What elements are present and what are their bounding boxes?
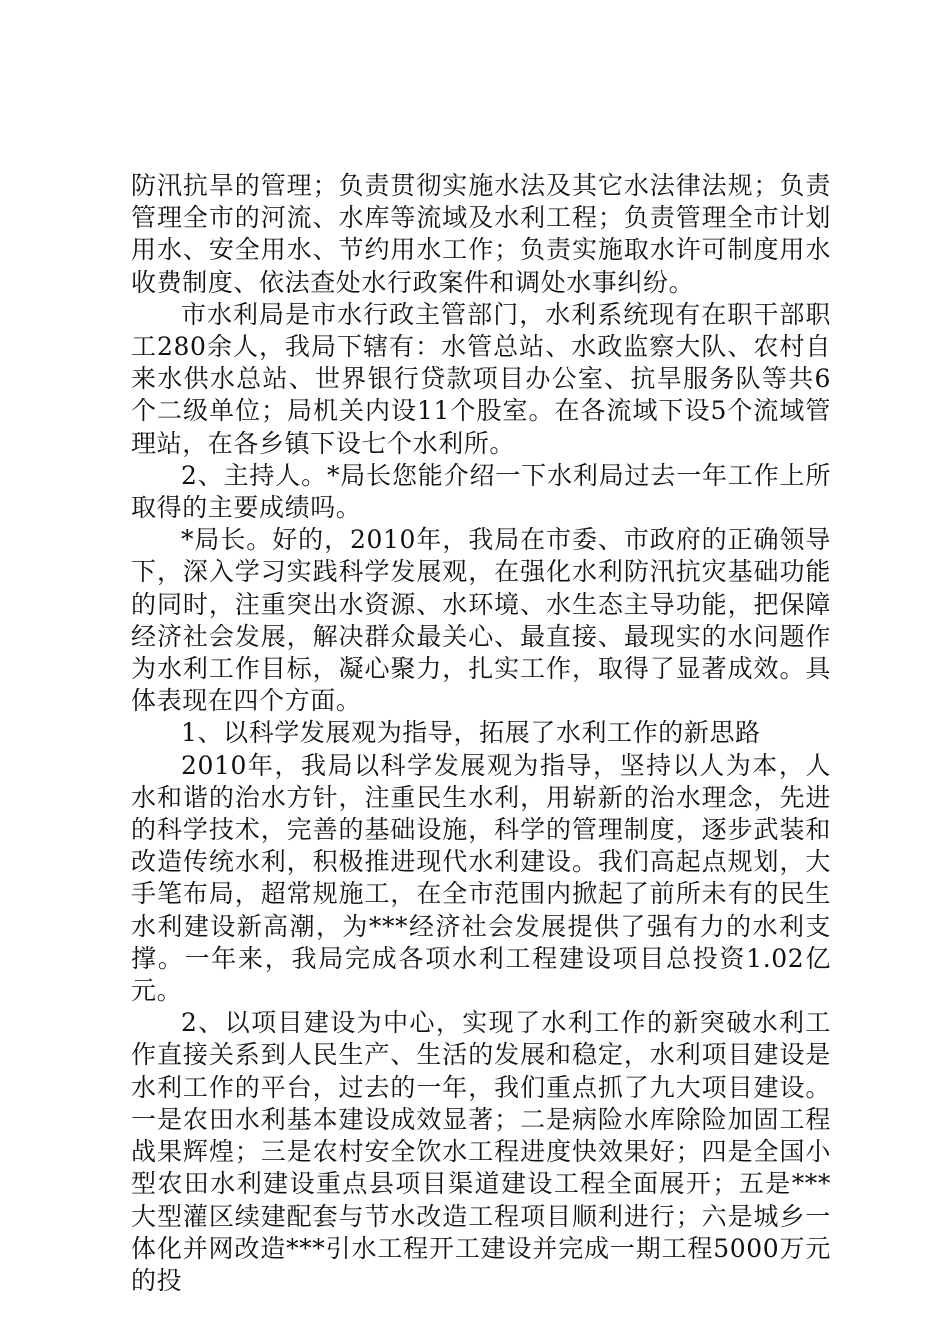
section-heading-1: 1、以科学发展观为指导，拓展了水利工作的新思路 (181, 718, 761, 748)
paragraph-section-1-body: 2010年，我局以科学发展观为指导，坚持以人为本，人水和谐的治水方针，注重民生水利，用崭新的治水理念，先进的科学技术，完善的基础设施，科学的管理制度，逐步武装和改造传统水利，积极推进现代水利建设。我们高起点规划，大手笔布局，超常规施工，在全市范围内掀起了前所未有的民生水利建设新高潮，为***经济社会发展提供了强有力的水利支撑。一年来，我局完成各项水利工程建设项目总投资1.02亿元。 (131, 750, 831, 1006)
document-body (131, 170, 831, 1297)
paragraph-director-answer: *局长。好的，2010年，我局在市委、市政府的正确领导下，深入学习实践科学发展观，在强化水利防汛抗灾基础功能的同时，注重突出水资源、水环境、水生态主导功能，把保障经济社会发展，解决群众最关心、最直接、最现实的水问题作为水利工作目标，凝心聚力，扎实工作，取得了显著成效。具体表现在四个方面。 (131, 525, 831, 716)
paragraph-host-question: 2、主持人。*局长您能介绍一下水利局过去一年工作上所取得的主要成绩吗。 (131, 460, 831, 523)
paragraph-bureau-overview: 市水利局是市水行政主管部门，水利系统现有在职干部职工280余人，我局下辖有：水管总站、水政监察大队、农村自来水供水总站、世界银行贷款项目办公室、抗旱服务队等共6个二级单位；局机关内设11个股室。在各流域下设5个流域管理站，在各乡镇下设七个水利所。 (131, 299, 831, 458)
paragraph-duties-continued: 防汛抗旱的管理；负责贯彻实施水法及其它水法律法规；负责管理全市的河流、水库等流域及水利工程；负责管理全市计划用水、安全用水、节约用水工作；负责实施取水许可制度用水收费制度、依法查处水行政案件和调处水事纠纷。 (131, 171, 831, 297)
paragraph-section-2: 2、以项目建设为中心，实现了水利工作的新突破水利工作直接关系到人民生产、生活的发展和稳定，水利项目建设是水利工作的平台，过去的一年，我们重点抓了九大项目建设。一是农田水利基本建设成效显著；二是病险水库除险加固工程战果辉煌；三是农村安全饮水工程进度快效果好；四是全国小型农田水利建设重点县项目渠道建设工程全面展开；五是***大型灌区续建配套与节水改造工程项目顺利进行；六是城乡一体化并网改造***引水工程开工建设并完成一期工程5000万元的投 (131, 1008, 831, 1295)
